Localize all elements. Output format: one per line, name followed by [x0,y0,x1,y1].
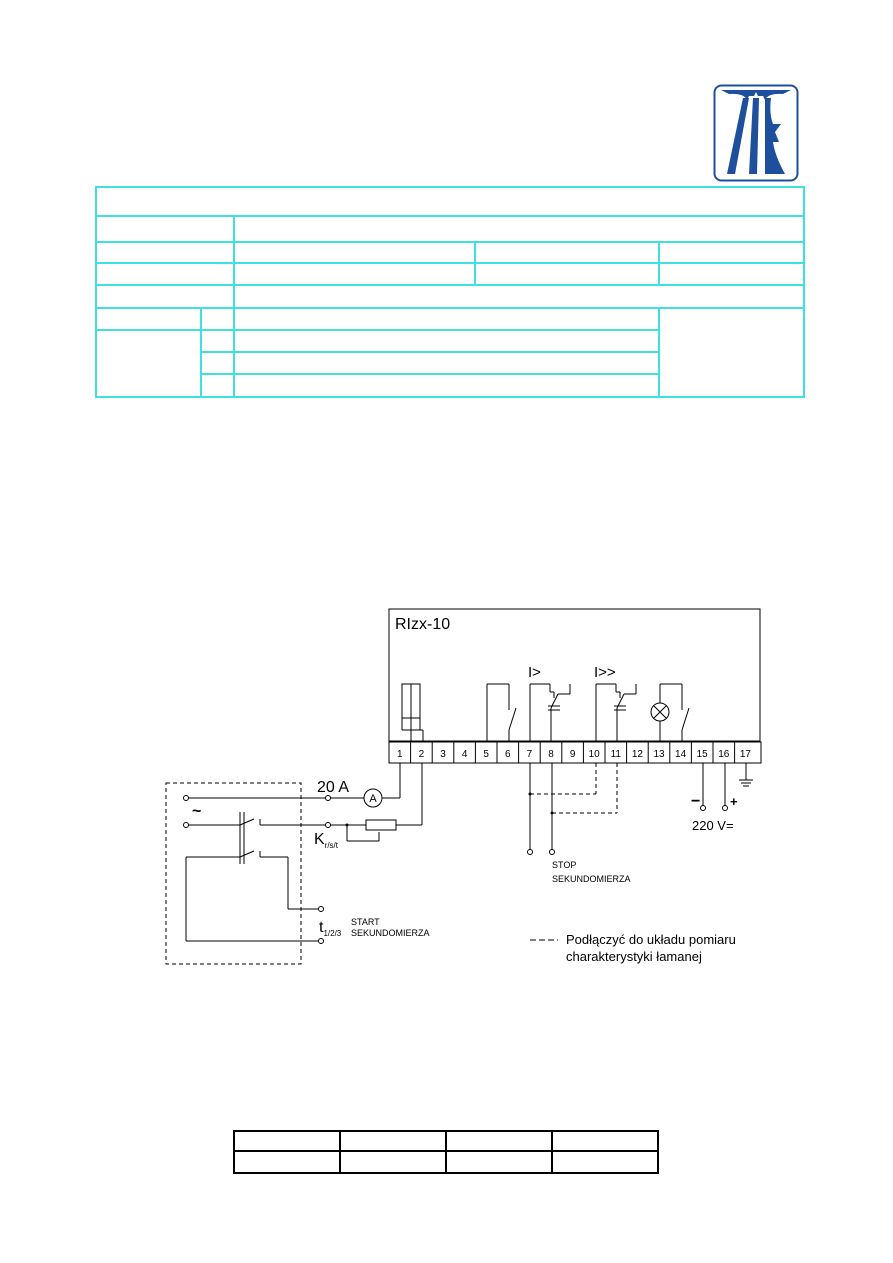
k-subscript: r/s/t [324,841,339,850]
stop-line2: SEKUNDOMIERZA [552,874,631,884]
stage2-label: I>> [594,664,616,681]
legend-line1: Podłączyć do układu pomiaru [566,932,736,947]
supply-label: 220 V= [692,818,734,833]
minus-sign: − [691,793,701,810]
terminal-number: 16 [718,749,730,760]
adjustable-resistor [366,820,396,830]
terminal-number: 10 [588,749,600,760]
stage1-label: I> [528,664,541,681]
stage2-contact [596,684,636,742]
terminal-number: 5 [483,749,489,760]
terminal-number: 14 [675,749,687,760]
signal-lamp [651,684,689,742]
terminal-number: 15 [696,749,708,760]
terminal-number: 17 [739,749,751,760]
start-line2: SEKUNDOMIERZA [351,928,430,938]
terminal-labels [397,742,751,763]
t-main: t [319,919,324,936]
legend-line2: charakterystyki łamanej [566,949,702,964]
terminal-number: 6 [505,749,511,760]
terminal-number: 3 [440,749,446,760]
stage1-contact [530,684,570,742]
terminal-number: 1 [397,749,403,760]
start-line1: START [351,917,380,927]
terminal-number: 2 [418,749,425,760]
terminal-number: 7 [526,749,533,760]
terminal-number: 12 [631,749,643,760]
device-name: RIzx-10 [395,616,451,633]
bottom-table [233,1130,659,1174]
plus-sign: + [730,794,738,809]
k-main: K [314,831,325,848]
signal-contact [487,684,516,742]
current-coil [402,684,423,742]
t-subscript: 1/2/3 [323,929,342,938]
ground-symbol [739,763,753,786]
terminal-number: 9 [569,749,576,760]
current-label: 20 A [317,779,350,796]
stop-line1: STOP [552,860,577,870]
terminal-number: 8 [548,749,554,760]
terminal-number: 11 [610,749,621,760]
ammeter-symbol: A [369,793,377,805]
company-logo [713,84,799,182]
header-table [95,186,805,398]
t-label [319,919,342,938]
terminal-number: 13 [653,749,665,760]
wiring-diagram [150,600,780,980]
k-label [314,831,339,850]
ac-symbol: ~ [192,803,202,820]
terminal-number: 4 [461,749,468,760]
